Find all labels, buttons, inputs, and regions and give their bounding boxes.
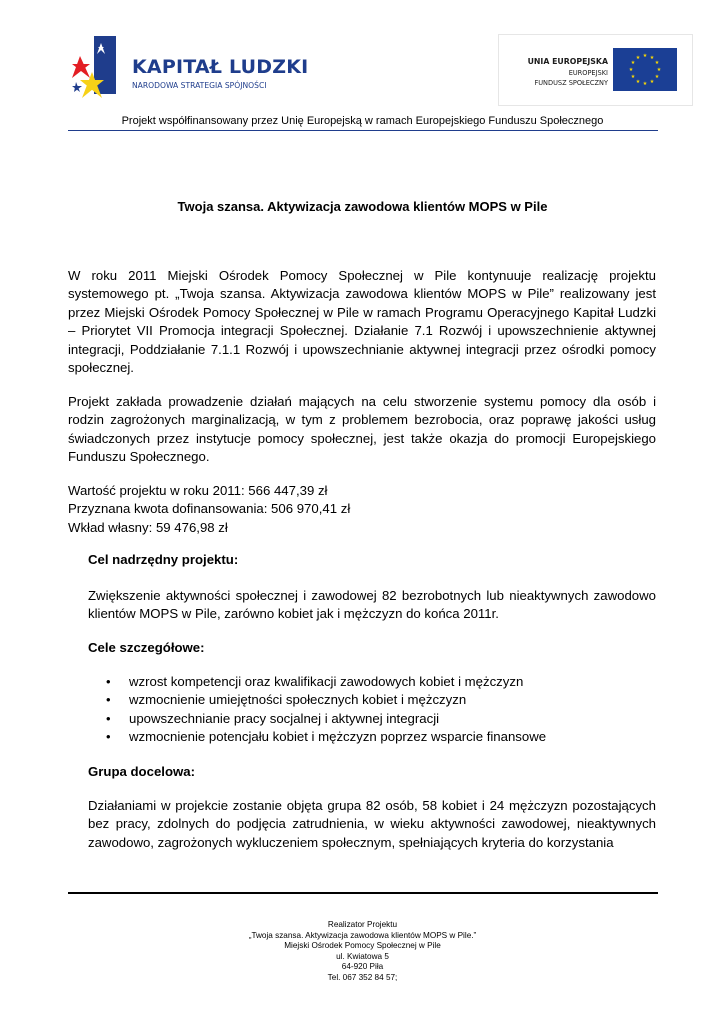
list-item-text: wzmocnienie umiejętności społecznych kobiet i mężczyzn <box>129 692 467 708</box>
bullet-icon: • <box>106 710 111 726</box>
list-item <box>88 691 546 709</box>
svg-text:★: ★ <box>654 60 660 66</box>
footer-line: Tel. 067 352 84 57; <box>327 972 398 982</box>
svg-text:★: ★ <box>656 67 662 73</box>
cofunding-note: Projekt współfinansowany przez Unię Europejską w ramach Europejskiego Funduszu Społecznego <box>121 115 604 127</box>
kapital-ludzki-title: KAPITAŁ LUDZKI <box>132 56 309 78</box>
list-item <box>88 710 546 728</box>
svg-text:★: ★ <box>630 60 636 66</box>
list-item-text: wzmocnienie potencjału kobiet i mężczyzn poprzez wsparcie finansowe <box>129 728 547 744</box>
target-group-text: Działaniami w projekcie zostanie objęta grupa 82 osób, 58 kobiet i 24 mężczyzn pozostających bez pracy, zdolnych do podjęcia zatrudnienia, w wieku aktywności zawodowej, nieaktywnych zawodowo, zagrożonych wykluczeniem społecznym, spełniających kryteria do korzystania <box>88 798 656 850</box>
finance-block <box>68 482 656 537</box>
list-item <box>88 728 546 746</box>
footer-line: 64-920 Piła <box>341 962 384 972</box>
grant-amount: Przyznana kwota dofinansowania: 506 970,41 zł <box>68 501 351 517</box>
kapital-ludzki-emblem-icon <box>70 34 118 106</box>
svg-text:★: ★ <box>635 79 641 85</box>
svg-text:★: ★ <box>628 67 634 73</box>
eu-logo-line1: UNIA EUROPEJSKA <box>527 57 608 66</box>
svg-text:★: ★ <box>649 55 655 61</box>
footer-line: Miejski Ośrodek Pomocy Społecznej w Pile <box>284 941 441 951</box>
footer <box>0 920 725 984</box>
description-paragraph: Projekt zakłada prowadzenie działań mających na celu stworzenie systemu pomocy dla osób i rodzin zagrożonych marginalizacją, w tym z problemem bezrobocia, oraz poprawę jakości usług świadczonych przez instytucje pomocy społecznej, jest także okazja do promocji Europejskiego Funduszu Społecznego. <box>68 394 656 465</box>
kapital-ludzki-logo <box>70 34 309 108</box>
eu-efs-logo <box>498 34 693 106</box>
svg-text:★: ★ <box>630 74 636 80</box>
footer-line: „Twoja szansa. Aktywizacja zawodowa klientów MOPS w Pile.” <box>248 930 477 940</box>
svg-text:★: ★ <box>654 74 660 80</box>
intro-paragraph: W roku 2011 Miejski Ośrodek Pomocy Społecznej w Pile kontynuuje realizację projektu systemowego pt. „Twoja szansa. Aktywizacja zawodowa klientów MOPS w Pile” realizowany jest przez Miejski Ośrodek Pomocy Społecznej w Pile w ramach Programu Operacyjnego Kapitał Ludzki – Priorytet VII Promocja integracji Społecznej. Działanie 7.1 Rozwój i upowszechnienie aktywnej integracji, Poddziałanie 7.1.1 Rozwój i upowszechnianie aktywnej integracji przez ośrodki pomocy społecznej. <box>68 268 656 376</box>
main-goal-heading: Cel nadrzędny projektu: <box>88 552 239 567</box>
footer-divider <box>68 892 658 894</box>
specific-goals-heading: Cele szczegółowe: <box>88 640 205 655</box>
specific-goals-list <box>88 673 546 746</box>
svg-text:★: ★ <box>635 55 641 61</box>
document-title: Twoja szansa. Aktywizacja zawodowa klientów MOPS w Pile <box>177 199 548 214</box>
own-contribution: Wkład własny: 59 476,98 zł <box>68 519 228 535</box>
kapital-ludzki-subtitle: NARODOWA STRATEGIA SPÓJNOŚCI <box>132 81 267 90</box>
eu-logo-line2: EUROPEJSKI <box>568 69 608 77</box>
footer-line: Realizator Projektu <box>327 920 398 929</box>
svg-text:★: ★ <box>649 79 655 85</box>
eu-flag-icon <box>613 48 677 91</box>
list-item-text: upowszechnianie pracy socjalnej i aktywnej integracji <box>129 710 440 726</box>
eu-logo-line3: FUNDUSZ SPOŁECZNY <box>534 79 608 87</box>
project-value: Wartość projektu w roku 2011: 566 447,39 zł <box>68 483 328 498</box>
bullet-icon: • <box>106 728 111 744</box>
bullet-icon: • <box>106 674 111 689</box>
footer-line: ul. Kwiatowa 5 <box>336 951 389 961</box>
main-goal-text: Zwiększenie aktywności społecznej i zawodowej 82 bezrobotnych lub nieaktywnych zawodowo klientów MOPS w Pile, zarówno kobiet jak i mężczyzn do końca 2011r. <box>88 588 656 622</box>
bullet-icon: • <box>106 692 111 708</box>
list-item-text: wzrost kompetencji oraz kwalifikacji zawodowych kobiet i mężczyzn <box>129 674 524 689</box>
svg-text:★: ★ <box>642 81 648 87</box>
list-item <box>88 673 546 691</box>
header-divider <box>68 130 658 131</box>
target-group-heading: Grupa docelowa: <box>88 764 195 779</box>
svg-text:★: ★ <box>642 53 648 59</box>
